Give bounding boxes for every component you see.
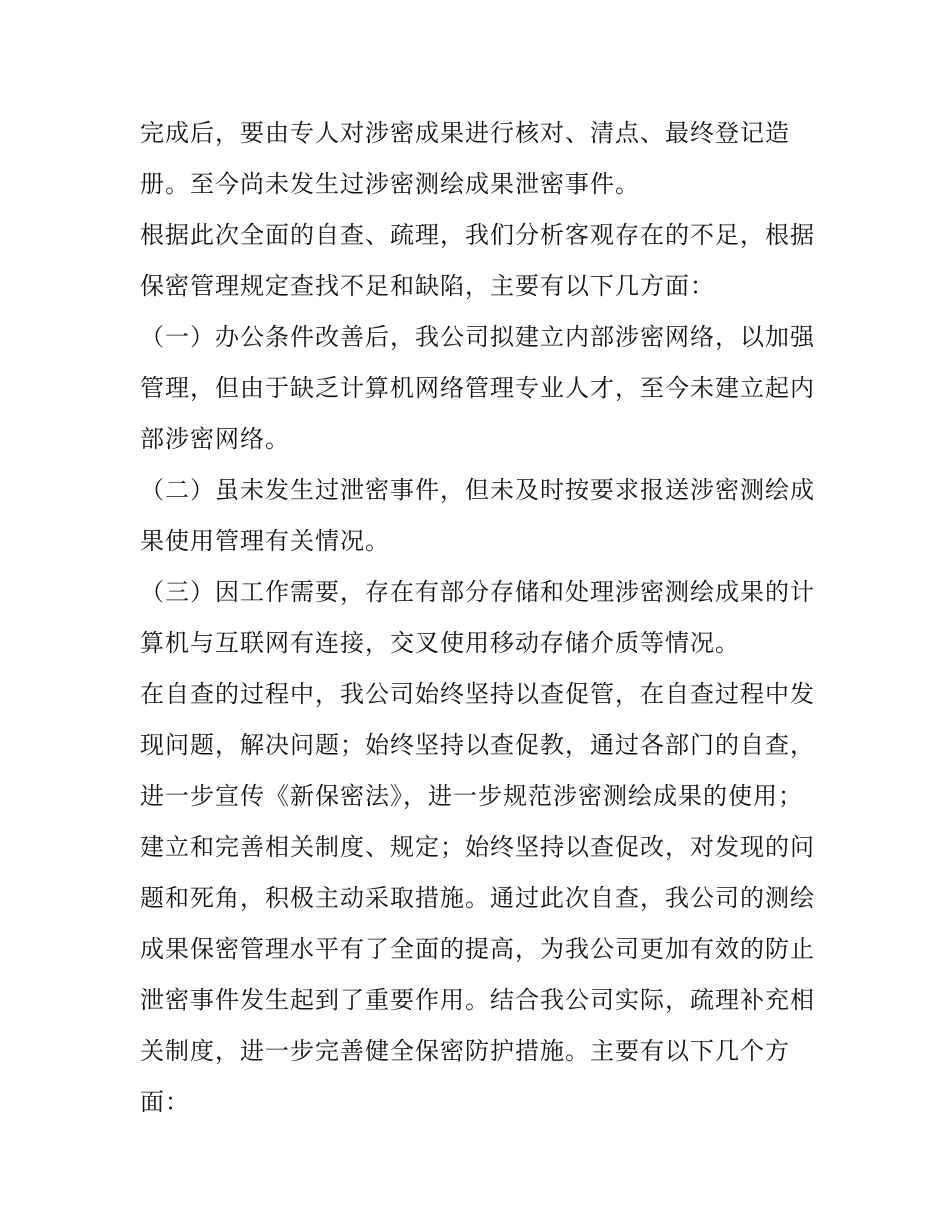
text-line: 面： bbox=[140, 1088, 190, 1116]
text-line: 果使用管理有关情况。 bbox=[140, 527, 390, 555]
text-line: 完成后，要由专人对涉密成果进行核对、清点、最终登记造 bbox=[140, 119, 790, 147]
text-line: （三）因工作需要，存在有部分存储和处理涉密测绘成果的计 bbox=[140, 578, 815, 606]
text-line: 算机与互联网有连接，交叉使用移动存储介质等情况。 bbox=[140, 629, 740, 657]
text-line: 现问题，解决问题；始终坚持以查促教，通过各部门的自查， bbox=[140, 731, 815, 759]
text-line: 保密管理规定查找不足和缺陷，主要有以下几方面： bbox=[140, 272, 715, 300]
document-body bbox=[140, 108, 820, 1128]
text-line: 册。至今尚未发生过涉密测绘成果泄密事件。 bbox=[140, 170, 640, 198]
text-line: 建立和完善相关制度、规定；始终坚持以查促改，对发现的问 bbox=[140, 833, 815, 861]
text-line: 题和死角，积极主动采取措施。通过此次自查，我公司的测绘 bbox=[140, 884, 815, 912]
text-line: 部涉密网络。 bbox=[140, 425, 290, 453]
text-line: 管理，但由于缺乏计算机网络管理专业人才，至今未建立起内 bbox=[140, 374, 815, 402]
text-line: 关制度，进一步完善健全保密防护措施。主要有以下几个方 bbox=[140, 1037, 790, 1065]
text-line: 成果保密管理水平有了全面的提高，为我公司更加有效的防止 bbox=[140, 935, 815, 963]
text-line: 根据此次全面的自查、疏理，我们分析客观存在的不足，根据 bbox=[140, 221, 815, 249]
text-line: （一）办公条件改善后，我公司拟建立内部涉密网络，以加强 bbox=[140, 323, 815, 351]
text-line: 泄密事件发生起到了重要作用。结合我公司实际，疏理补充相 bbox=[140, 986, 815, 1014]
text-line: （二）虽未发生过泄密事件，但未及时按要求报送涉密测绘成 bbox=[140, 476, 815, 504]
text-line: 在自查的过程中，我公司始终坚持以查促管，在自查过程中发 bbox=[140, 680, 815, 708]
text-line: 进一步宣传《新保密法》，进一步规范涉密测绘成果的使用； bbox=[140, 782, 803, 810]
